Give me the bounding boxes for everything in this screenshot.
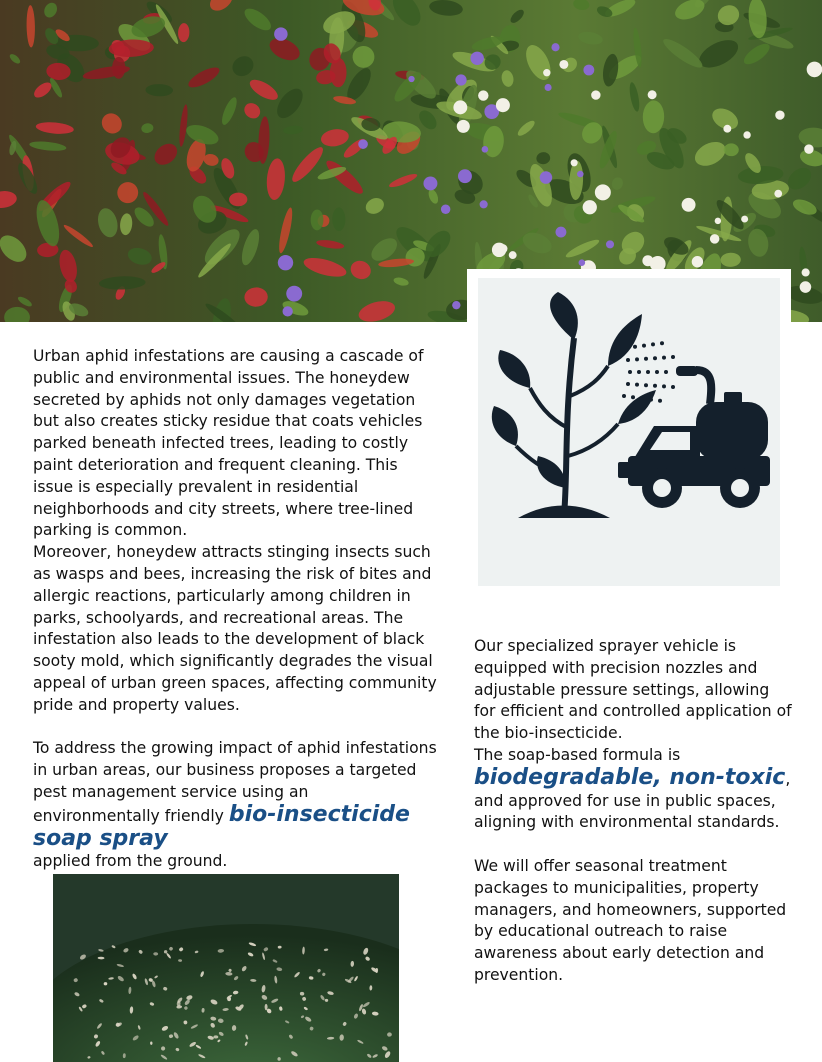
- icon-card: [467, 269, 791, 596]
- biodegradable-highlight: biodegradable, non-toxic: [474, 764, 786, 790]
- paragraph-sprayer-vehicle: Our specialized sprayer vehicle is equipped with precision nozzles and adjustable pressure settings, allowing for efficient and controlled application of the bio-insecticide.: [474, 637, 792, 743]
- paragraph-formula: [474, 745, 794, 834]
- aphid-leaf-photo: [53, 874, 399, 1062]
- paragraph-proposal: [33, 738, 438, 873]
- plant-sprayer-truck-icon: [478, 278, 780, 586]
- proposal-text: To address the growing impact of aphid infestations in urban areas, our business proposes a targeted pest management service using an environmentally friendly: [33, 739, 437, 825]
- paragraph-honeydew-insects: Moreover, honeydew attracts stinging insects such as wasps and bees, increasing the risk of bites and allergic reactions, particularly among children in parks, schoolyards, and recreational areas. The infestation also leads to the development of black sooty mold, which significantly degrades the visual appeal of urban green spaces, affecting community pride and property values.: [33, 543, 437, 714]
- left-text-column: [33, 346, 438, 873]
- formula-approval: and approved for use in public spaces, aligning with environmental standards.: [474, 791, 780, 832]
- paragraph-seasonal-packages: We will offer seasonal treatment packages to municipalities, property managers, and homeowners, supported by educational outreach to raise awareness about early detection and prevention.: [474, 856, 787, 984]
- paragraph-aphid-issues: Urban aphid infestations are causing a cascade of public and environmental issues. The honeydew secreted by aphids not only damages vegetation but also creates sticky residue that coats vehicles parked beneath infected trees, leading to costly paint deterioration and frequent cleaning. This issue is especially prevalent in residential neighborhoods and city streets, where tree-lined parking is common.: [33, 347, 424, 540]
- icon-card-background: [478, 278, 780, 586]
- right-text-column: [474, 636, 794, 987]
- formula-intro: The soap-based formula is: [474, 745, 681, 764]
- proposal-text-end: applied from the ground.: [33, 852, 228, 871]
- bio-insecticide-highlight: bio-insecticide soap spray: [33, 801, 410, 851]
- aphid-leaf-illustration: [53, 874, 399, 1062]
- formula-comma: ,: [785, 769, 791, 788]
